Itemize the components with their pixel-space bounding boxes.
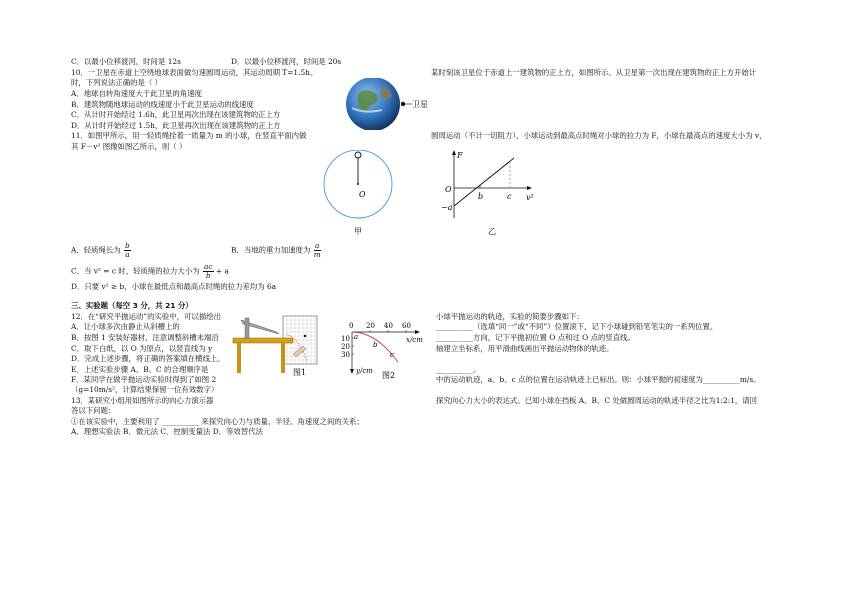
- q13-sub1: ①在该实验中，主要利用了 __________ 来探究向心力与质量、半径、角速度之间的关系；: [71, 417, 364, 426]
- figure-1-caption: 图1: [293, 368, 307, 376]
- satellite-label: 卫星: [412, 100, 428, 109]
- q9-option-d: D．以最小位移渡河，时间是 20s: [231, 57, 342, 66]
- center-o-label: O: [359, 190, 366, 199]
- q12-step-a: A．让小球多次由静止从斜槽上的: [71, 322, 180, 331]
- table-top: [233, 338, 293, 343]
- fraction-denominator: a: [125, 250, 130, 259]
- fraction-denominator: m: [313, 250, 321, 259]
- v2-axis-label: v²: [526, 193, 534, 202]
- figure-jia: [318, 150, 398, 240]
- q11-option-c: [71, 263, 229, 280]
- fraction-denominator: b: [205, 271, 211, 280]
- q11-option-d: D．只要 v² ≥ b，小球在最低点和最高点时绳的拉力差均为 6a: [71, 282, 277, 291]
- q10-stem-line2: 时，下列说法正确的是（ ）: [71, 78, 163, 87]
- q10-stem: 10．一卫星在赤道上空绕地球表面做匀速圆周运动，其运动周期 T=1.5h。: [71, 68, 318, 77]
- fraction-numerator: b: [125, 241, 130, 250]
- x-tick-40: 40: [384, 322, 393, 330]
- neg-a-label: −a: [441, 203, 453, 212]
- y-tick-30: 30: [341, 351, 350, 359]
- q12-step-c: C．取下白纸，以 O 为原点，以竖直线为 y: [71, 344, 213, 353]
- q12-step-b: B．按图 1 安装好器材，注意调整斜槽末端沿: [71, 333, 219, 342]
- point-b-label: b: [373, 341, 378, 349]
- q11-option-a-fraction: [124, 242, 131, 259]
- q11-option-a-text: A．轻质绳长为: [71, 245, 121, 255]
- f-v2-line: [454, 158, 514, 206]
- q11-option-b-fraction: [314, 242, 321, 259]
- point-c-label: c: [390, 351, 394, 359]
- figure-2-trajectory: [340, 318, 438, 380]
- fraction-numerator: a: [315, 241, 320, 250]
- q13-stem-continued: 探究向心力大小的表达式。已知小球在挡板 A、B、C 处做圆周运动的轨迹半径之比为1:2:1，请回: [436, 396, 758, 405]
- x-axis-label: x/cm: [406, 336, 423, 344]
- q11-option-c-tail: + a: [215, 266, 229, 276]
- b-label: b: [478, 192, 484, 201]
- figure-1-apparatus: [231, 314, 323, 376]
- q12-step-g: （g=10m/s²，计算结果保留一位有效数字）: [71, 385, 219, 394]
- earth-satellite-figure: [330, 78, 435, 130]
- q12-stem-continued: 小球平抛运动的轨迹，实验的简要步骤如下：: [436, 312, 584, 321]
- q12-step-c-continued: 轴建立坐标系，用平滑曲线画出平抛运动物体的轨迹。: [436, 344, 614, 353]
- q11-option-b: [231, 242, 321, 259]
- point-a-label: a: [354, 333, 359, 341]
- q10-option-d: D．从计时开始经过 1.5h，此卫星再次出现在该建筑物的正上方: [71, 121, 281, 130]
- q11-stem-line2: 其 F－v² 图像如图乙所示，则（ ）: [71, 142, 187, 151]
- q13-options: A．理想实验法 B．微元法 C．控制变量法 D．等效替代法: [71, 427, 263, 436]
- section-3-title: 三、实验题（每空 3 分，共 21 分）: [71, 301, 193, 310]
- ball-icon: [355, 152, 361, 158]
- q11-option-b-text: B．当地的重力加速度为: [231, 245, 311, 255]
- figure-yi-graph: [440, 148, 540, 240]
- q13-stem-line2: 答以下问题：: [71, 406, 116, 415]
- q13-stem: 13．某研究小组用如图所示的向心力演示器: [71, 396, 214, 405]
- y-tick-10: 10: [341, 335, 350, 343]
- satellite-dot: [401, 102, 405, 106]
- q10-stem-continued: 某时刻该卫星位于赤道上一建筑物的正上方，如图所示。从卫星第一次出现在建筑物的正上方开始计: [431, 68, 757, 77]
- fraction-numerator: ac: [203, 262, 213, 271]
- q12-stem: 12．在“研究平抛运动”的实验中，可以描绘出: [71, 312, 221, 321]
- q12-step-b-blank: __________方向，记下平抛初位置 O 点和过 O 点的竖直线。: [436, 333, 635, 342]
- q10-option-c: C．从计时开始经过 1.6h，此卫星再次出现在该建筑物的正上方: [71, 110, 281, 119]
- q12-step-f: F．某同学在做平抛运动实验时得到了如图 2: [71, 375, 217, 384]
- q11-option-a: [71, 242, 131, 259]
- x-tick-60: 60: [402, 322, 411, 330]
- q10-option-b: B．建筑物随地球运动的线速度小于此卫星运动的线速度: [71, 100, 254, 109]
- y-axis-label: y/cm: [356, 367, 373, 375]
- q12-step-a-blank: __________（选填“同一”或“不同”）位置滚下，记下小球碰到铅笔笔尖的一系列位置。: [436, 322, 718, 331]
- q12-step-f-continued: 中的运动轨迹，a、b、c 点的位置在运动轨迹上已标出。则：小球平抛的初速度为__________m/s。: [436, 375, 761, 384]
- q12-step-e-blank: __________。: [436, 365, 481, 374]
- c-label: c: [507, 192, 512, 201]
- axis-F-label: F: [457, 151, 463, 160]
- q12-step-e: E．上述实验步骤 A、B、C 的合理顺序是: [71, 365, 209, 374]
- q11-option-c-text: C．当 v² = c 时，轻质绳的拉力大小为: [71, 266, 200, 276]
- q9-option-c: C．以最小位移渡河，时间是 12s: [71, 57, 181, 66]
- figure-2-caption: 图2: [382, 371, 396, 380]
- figure-jia-caption: 甲: [354, 227, 362, 236]
- x-tick-0: 0: [349, 322, 354, 330]
- q10-option-a: A．地球自转角速度大于此卫星的角速度: [71, 89, 202, 98]
- x-tick-20: 20: [366, 322, 375, 330]
- y-tick-20: 20: [341, 343, 350, 351]
- q11-stem-continued: 圆周运动（不计一切阻力），小球运动到最高点时绳对小球的拉力为 F，小球在最高点的速度大小为 v，: [431, 131, 767, 140]
- q11-option-c-fraction: [203, 263, 214, 280]
- origin-label: O: [445, 185, 452, 194]
- figure-yi-caption: 乙: [488, 227, 496, 236]
- q11-stem: 11．如图甲所示，用一轻质绳拴着一质量为 m 的小球，在竖直平面内做: [71, 131, 307, 140]
- q12-step-d: D．完成上述步骤，将正确的答案填在横线上。: [71, 354, 225, 363]
